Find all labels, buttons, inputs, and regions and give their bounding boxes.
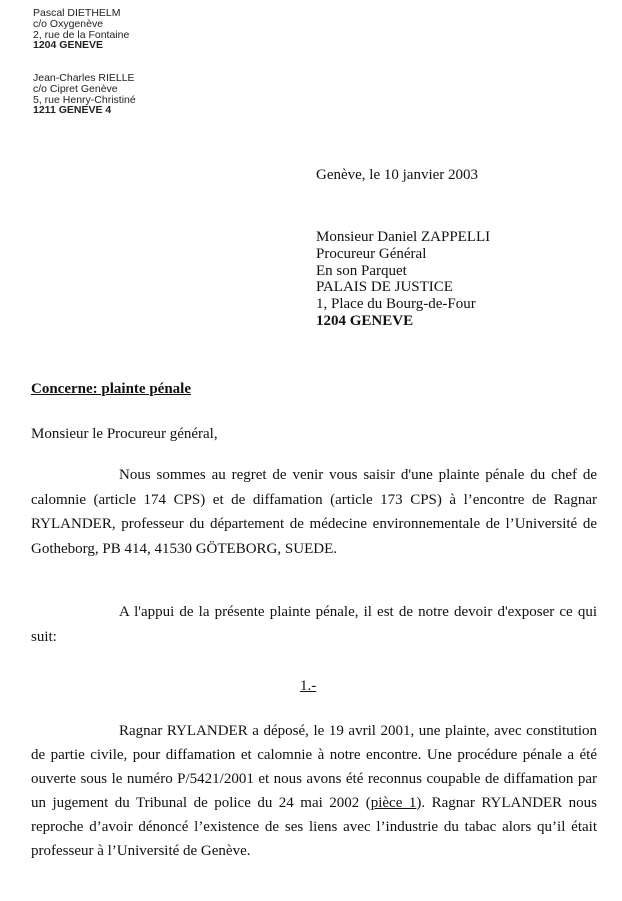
recipient-name: Monsieur Daniel ZAPPELLI <box>316 229 491 245</box>
paragraph-1 <box>31 463 597 561</box>
sender-address-line: 2, rue de la Fontaine <box>33 28 130 41</box>
subject-line: Concerne: plainte pénale <box>31 381 191 397</box>
sender-block-1 <box>33 8 233 51</box>
recipient-building: PALAIS DE JUSTICE <box>316 279 453 296</box>
sender-address-line: c/o Oxygenève <box>33 17 104 30</box>
paragraph-3-text-end: ). Ragnar RYLANDER nous reproche d’avoir dénoncé l’existence de ses liens avec l’industrie du tabac alors qu’il était professeur à l’Université de Genève. <box>31 795 598 859</box>
recipient-street: 1, Place du Bourg-de-Four <box>316 296 476 313</box>
paragraph-2-text: A l'appui de la présente plainte pénale, il est de notre devoir d'exposer ce qui suit: <box>31 604 597 645</box>
recipient-office: En son Parquet <box>316 262 407 279</box>
sender-block-2 <box>33 73 233 116</box>
recipient-block <box>316 229 490 330</box>
paragraph-3 <box>31 719 597 863</box>
section-number: 1.- <box>300 678 317 694</box>
recipient-city: 1204 GENEVE <box>316 312 414 329</box>
sender-city: 1211 GENEVE 4 <box>33 104 112 117</box>
exhibit-reference: pièce 1 <box>370 795 417 811</box>
sender-city: 1204 GENEVE <box>33 39 104 52</box>
paragraph-2 <box>31 600 597 650</box>
letter-date: Genève, le 10 janvier 2003 <box>316 167 479 183</box>
sender-address-line: 5, rue Henry-Christiné <box>33 93 136 106</box>
paragraph-3-text: Ragnar RYLANDER a déposé, le 19 avril 2001, une plainte, avec constitution de partie civile, pour diffamation et calomnie à notre encontre. Une procédure pénale a été ouverte sous le numéro P/5421/2001 et nous avons été reconnus coupable de diffamation par un jugement du Tribunal de police du 24 mai 2002 ( <box>31 723 597 811</box>
recipient-title: Procureur Général <box>316 245 427 262</box>
sender-address-line: c/o Cipret Genève <box>33 82 118 95</box>
paragraph-1-text: Nous sommes au regret de venir vous saisir d'une plainte pénale du chef de calomnie (article 174 CPS) et de diffamation (article 173 CPS) à l’encontre de Ragnar RYLANDER, professeur du département de médecine environnementale de l’Université de Gotheborg, PB 414, 41530 GÖTEBORG, SUEDE. <box>31 467 597 557</box>
sender-name: Jean-Charles RIELLE <box>33 72 135 84</box>
sender-name: Pascal DIETHELM <box>33 7 121 19</box>
salutation: Monsieur le Procureur général, <box>31 426 218 442</box>
